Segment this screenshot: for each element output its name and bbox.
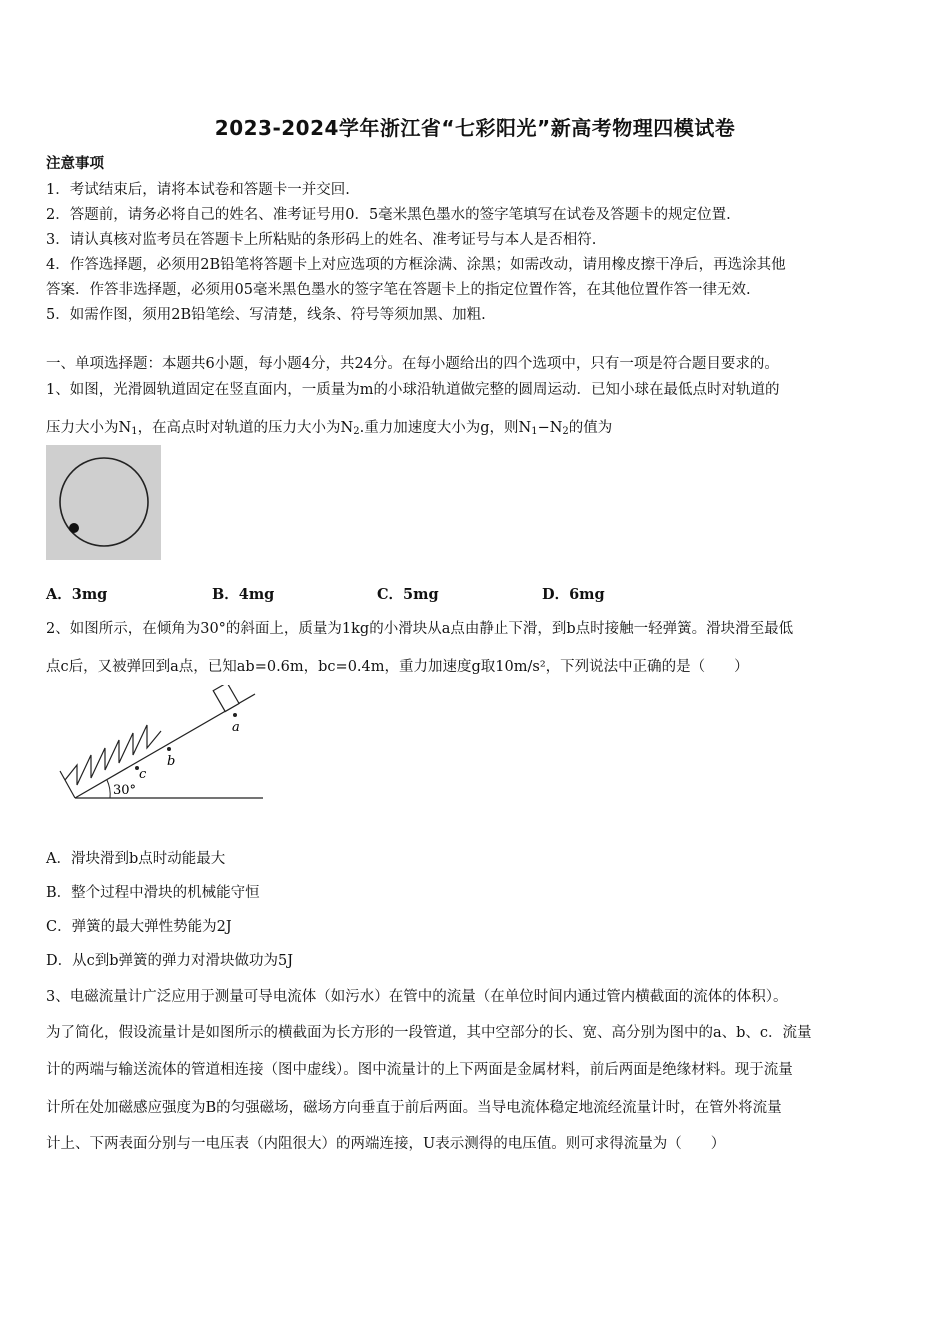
q2-option[interactable]: C．弹簧的最大弹性势能为2J [46, 919, 232, 935]
q1-subscript: 1 [531, 426, 538, 437]
q1-text: 压力大小为N [46, 420, 132, 436]
q1-subscript: 1 [131, 426, 138, 437]
section-heading: 一、单项选择题：本题共6小题，每小题4分，共24分。在每小题给出的四个选项中，只有一项是符合题目要求的。 [46, 356, 779, 372]
slider-block [213, 685, 239, 712]
q3-stem-line: 3、电磁流量计广泛应用于测量可导电流体（如污水）在管中的流量（在单位时间内通过管内横截面的流体的体积）。 [46, 989, 788, 1005]
label-b: b [167, 754, 176, 769]
q2-option[interactable]: D．从c到b弹簧的弹力对滑块做功为5J [46, 953, 294, 969]
angle-label: 30° [113, 783, 137, 798]
q3-stem-line: 计的两端与输送流体的管道相连接（图中虚线）。图中流量计的上下两面是金属材料，前后两面是绝缘材料。现于流量 [46, 1062, 793, 1078]
q3-stem-line: 计所在处加磁感应强度为B的匀强磁场，磁场方向垂直于前后两面。当导电流体稳定地流经流量计时，在管外将流量 [46, 1100, 782, 1116]
ball [69, 523, 79, 533]
photo-background [46, 445, 161, 560]
q1-stem-line [46, 416, 612, 437]
point-a [233, 713, 237, 717]
wall-line [60, 771, 75, 798]
q1-text: 的值为 [568, 420, 613, 436]
q1-option[interactable]: C．5mg [377, 586, 439, 603]
notice-item: 3．请认真核对监考员在答题卡上所粘贴的条形码上的姓名、准考证号与本人是否相符. [46, 232, 597, 248]
q2-option[interactable]: B．整个过程中滑块的机械能守恒 [46, 885, 260, 901]
notice-heading: 注意事项 [46, 155, 104, 172]
circle-track-figure [46, 445, 161, 560]
label-a: a [232, 720, 240, 735]
q1-option[interactable]: D．6mg [542, 586, 605, 603]
q3-stem-line: 为了简化，假设流量计是如图所示的横截面为长方形的一段管道，其中空部分的长、宽、高分别为图中的a、b、c．流量 [46, 1025, 812, 1041]
q2-stem-line: 点c后，又被弹回到a点，已知ab=0.6m，bc=0.4m，重力加速度g取10m/s²，下列说法中正确的是（ ） [46, 659, 749, 675]
q2-stem-line: 2、如图所示，在倾角为30°的斜面上，质量为1kg的小滑块从a点由静止下滑，到b点时接触一轻弹簧。滑块滑至最低 [46, 621, 794, 637]
q1-text: ，在高点时对轨道的压力大小为N [137, 420, 354, 436]
notice-item: 4．作答选择题，必须用2B铅笔将答题卡上对应选项的方框涂满、涂黑；如需改动，请用橡皮擦干净后，再选涂其他 [46, 257, 786, 273]
q3-stem-line: 计上、下两表面分别与一电压表（内阻很大）的两端连接，U表示测得的电压值。则可求得流量为（ ） [46, 1136, 726, 1152]
notice-item: 5．如需作图，须用2B铅笔绘、写清楚，线条、符号等须加黑、加粗. [46, 307, 486, 323]
q2-option[interactable]: A．滑块滑到b点时动能最大 [46, 851, 226, 867]
label-c: c [139, 767, 147, 782]
point-b [167, 747, 171, 751]
angle-arc [107, 780, 110, 798]
q1-option[interactable]: A．3mg [46, 586, 108, 603]
notice-item: 2．答题前，请务必将自己的姓名、准考证号用0．5毫米黑色墨水的签字笔填写在试卷及答题卡的规定位置. [46, 207, 731, 223]
q1-option[interactable]: B．4mg [212, 586, 275, 603]
q1-text: −N [537, 420, 563, 436]
q1-subscript: 2 [353, 426, 360, 437]
q1-subscript: 2 [562, 426, 569, 437]
notice-item: 答案．作答非选择题，必须用05毫米黑色墨水的签字笔在答题卡上的指定位置作答，在其他位置作答一律无效. [46, 282, 751, 298]
notice-item: 1．考试结束后，请将本试卷和答题卡一并交回. [46, 182, 350, 198]
page-title: 2023-2024学年浙江省“七彩阳光”新高考物理四模试卷 [214, 116, 736, 140]
q1-stem-line: 1、如图，光滑圆轨道固定在竖直面内，一质量为m的小球沿轨道做完整的圆周运动．已知小球在最低点时对轨道的 [46, 382, 780, 398]
incline-spring-figure [55, 685, 270, 805]
q1-text: .重力加速度大小为g，则N [359, 420, 532, 436]
